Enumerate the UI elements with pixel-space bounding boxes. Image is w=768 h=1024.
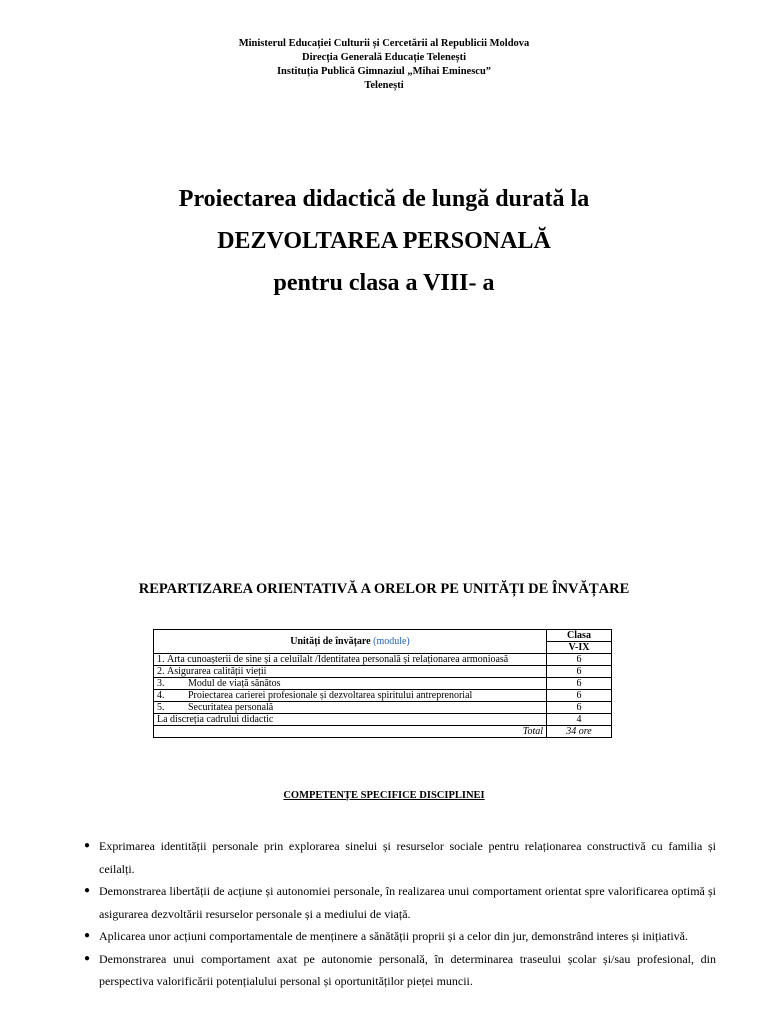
list-item-text: Exprimarea identității personale prin explorarea sinelui și resurselor sociale pentru relaționarea constructivă cu familia și ceilalți. [99,839,716,876]
competente-title: COMPETENȚE SPECIFICE DISCIPLINEI [283,790,485,801]
list-item-text: Demonstrarea libertății de acțiune și autonomiei personale, în realizarea unui comportament orientat spre valorificarea optimă și asigurarea dezvoltării resurselor personale și a mediului de viață. [99,884,716,921]
table-row [154,690,612,702]
table-header-row [154,630,612,642]
section-title: REPARTIZAREA ORIENTATIVĂ A ORELOR PE UNITĂȚI DE ÎNVĂȚARE [138,581,630,597]
header-directorate: Direcția Generală Educație Telenești [302,52,466,63]
list-item [84,880,716,925]
table-row [154,702,612,714]
table-cell-hours: 6 [547,690,612,702]
bullet-dot-icon: ● [84,952,91,964]
table-cell-hours: 6 [547,666,612,678]
table-cell-hours: 4 [547,714,612,726]
bullet-dot-icon: ● [84,885,91,896]
row-label: La discreția cadrului didactic [157,714,274,725]
units-header-label: Unități de învățare [290,636,371,647]
class-range-header: V-IX [547,642,612,654]
list-item [84,835,716,880]
units-table [153,629,612,738]
row-label: Securitatea personală [188,702,274,713]
list-item-text: Demonstrarea unui comportament axat pe autonomie personală, în determinarea traseului școlar și/sau profesional, din perspectiva valorificării potențialului personal și oportunităților pieței muncii. [99,951,716,988]
bullet-dot-icon: ● [84,840,91,851]
row-number: 3. [157,678,165,689]
row-label: Proiectarea carierei profesionale și dezvoltarea spiritului antreprenorial [188,690,473,701]
table-row [154,666,612,678]
table-row [154,714,612,726]
title-line-3: pentru clasa a VIII- a [273,270,495,296]
list-item [84,948,716,993]
table-cell-hours: 6 [547,678,612,690]
units-header-accent: (module) [373,636,410,647]
bullet-dot-icon: ● [84,930,91,941]
table-row [154,678,612,690]
header-ministry: Ministerul Educației Culturii și Cercetării al Republicii Moldova [238,38,530,49]
row-label: Modul de viață sănătos [188,678,281,689]
table-cell-unit [154,714,547,726]
row-number: 1. [157,654,165,665]
table-cell-unit [154,702,547,714]
list-item-text: Aplicarea unor acțiuni comportamentale de menținere a sănătății proprii și a celor din jur, demonstrând interes și inițiativă. [99,929,688,943]
row-label: Arta cunoașterii de sine și a celuilalt /Identitatea personală și relaționarea armonioasă [167,654,509,665]
row-number: 2. [157,666,165,677]
document-title [0,183,768,309]
table-cell-unit [154,690,547,702]
header-locality: Telenești [364,80,404,91]
row-number: 4. [157,690,165,701]
table-cell-hours: 6 [547,702,612,714]
competente-list [84,835,716,993]
title-line-2: DEZVOLTAREA PERSONALĂ [217,228,551,254]
total-value: 34 ore [547,726,612,738]
table-total-row [154,726,612,738]
row-label: Asigurarea calității vieții [167,666,267,677]
table-row [154,654,612,666]
list-item [84,925,716,948]
table-cell-hours: 6 [547,654,612,666]
row-number: 5. [157,702,165,713]
total-label: Total [154,726,547,738]
units-column-header [154,630,547,654]
table-cell-unit [154,654,547,666]
header-institution: Instituția Publică Gimnaziul „Mihai Eminescu” [276,66,492,77]
document-header [0,37,768,93]
title-line-1: Proiectarea didactică de lungă durată la [178,186,590,212]
table-cell-unit [154,666,547,678]
table-cell-unit [154,678,547,690]
class-column-header: Clasa [547,630,612,642]
